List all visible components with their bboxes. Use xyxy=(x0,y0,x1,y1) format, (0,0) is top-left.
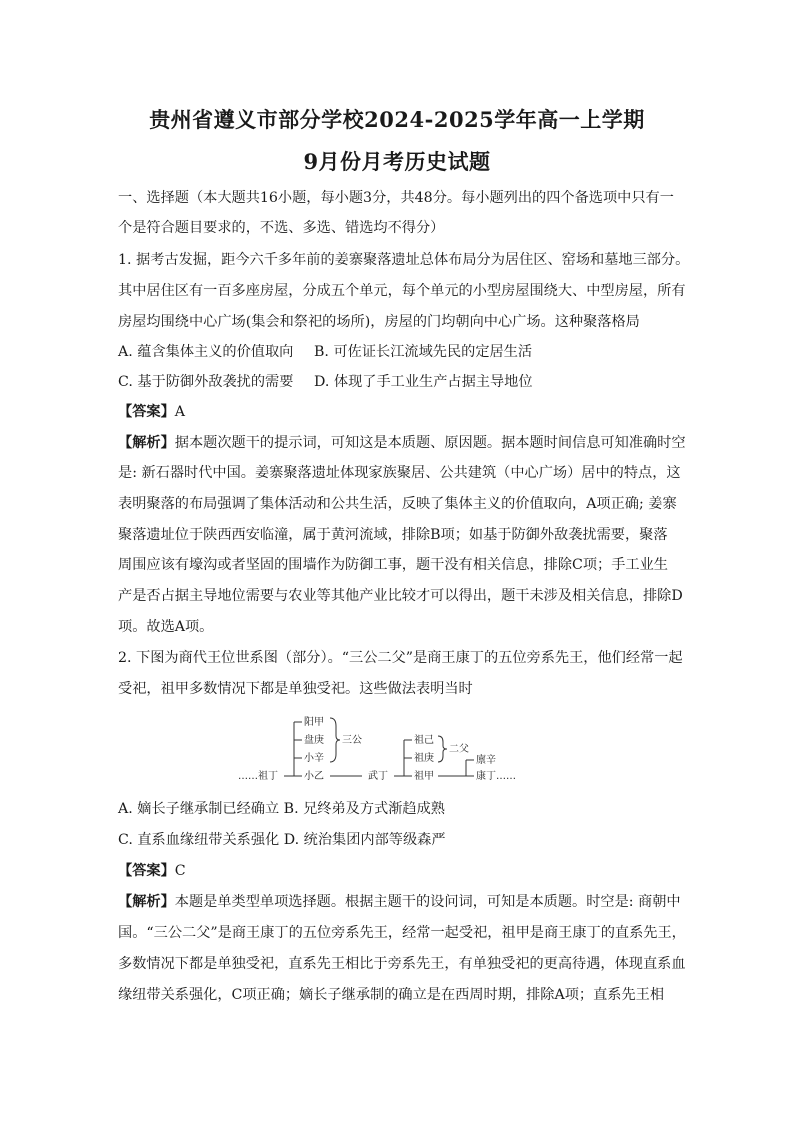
node-xiao-xin: 小辛 xyxy=(304,753,324,764)
q2-option-b: B. 兄终弟及方式渐趋成熟 xyxy=(283,801,445,817)
label-san-gong: 三公 xyxy=(342,735,362,746)
node-kang-ding: 康丁…… xyxy=(476,771,516,782)
node-zu-geng: 祖庚 xyxy=(414,753,434,764)
q2-option-a: A. 嫡长子继承制已经确立 xyxy=(118,801,280,817)
q1-option-d: D. 体现了手工业生产占据主导地位 xyxy=(314,374,533,390)
q2-option-d: D. 统治集团内部等级森严 xyxy=(283,832,446,848)
q1-option-a: A. 蕴含集体主义的价值取向 xyxy=(118,344,294,360)
q2-stem-line-1: 2. 下图为商代王位世系图（部分）。“三公二父”是商王康丁的五位旁系先王，他们经常一起 xyxy=(118,650,683,666)
answer-tag: 【答案】 xyxy=(118,404,175,420)
answer-value: C xyxy=(174,863,186,879)
genealogy-diagram xyxy=(238,712,558,784)
q1-option-b: B. 可佐证长江流域先民的定居生活 xyxy=(314,344,533,360)
q2-answer xyxy=(118,861,688,881)
q1-analysis-line-2: 是: 新石器时代中国。姜寨聚落遗址体现家族聚居、公共建筑（中心广场）居中的特点，这 xyxy=(118,465,681,481)
q1-answer xyxy=(118,402,688,422)
page-title-line-2: 9月份月考历史试题 xyxy=(303,149,491,174)
label-er-fu: 二父 xyxy=(449,744,469,755)
node-zu-jia: 祖甲 xyxy=(414,771,434,782)
node-pan-geng: 盘庚 xyxy=(304,735,324,746)
analysis-tag: 【解析】 xyxy=(118,435,175,451)
node-zu-ji: 祖己 xyxy=(414,735,434,746)
q1-analysis-line-3: 表明聚落的布局强调了集体活动和公共生活，反映了集体主义的价值取向，A项正确; 姜寨 xyxy=(118,496,677,512)
q1-analysis-line-4: 聚落遗址位于陕西西安临潼，属于黄河流域，排除B项；如基于防御外敌袭扰需要，聚落 xyxy=(118,527,668,543)
q2-analysis-line-3: 多数情况下都是单独受祀，直系先王相比于旁系先王，有单独受祀的更高待遇，体现直系血 xyxy=(118,956,686,972)
node-wu-ding: 武丁 xyxy=(368,771,388,782)
analysis-text: 据本题次题干的提示词，可知这是本质题、原因题。据本题时间信息可知准确时空 xyxy=(174,435,686,451)
q2-options-row-2 xyxy=(118,830,688,850)
node-xiao-yi: 小乙 xyxy=(304,771,324,782)
q1-stem-line-2: 其中居住区有一百多座房屋，分成五个单元，每个单元的小型房屋围绕大、中型房屋，所有 xyxy=(118,283,686,299)
brace-san-gong xyxy=(330,718,340,762)
section-instruction-line-1: 一、选择题（本大题共16小题，每小题3分，共48分。每小题列出的四个备选项中只有一 xyxy=(118,190,674,206)
brace-er-fu xyxy=(438,736,447,762)
q1-analysis-line-5: 周围应该有壕沟或者坚固的围墙作为防御工事，题干没有相关信息，排除C项；手工业生 xyxy=(118,557,668,573)
page-title-line-1: 贵州省遵义市部分学校2024-2025学年高一上学期 xyxy=(149,107,645,132)
q1-options-row-2 xyxy=(118,372,688,392)
q1-analysis-line-6: 产是否占据主导地位需要与农业等其他产业比较才可以得出，题干未涉及相关信息，排除D xyxy=(118,588,683,604)
q1-option-c: C. 基于防御外敌袭扰的需要 xyxy=(118,374,294,390)
q1-stem-line-1: 1. 据考古发掘，距今六千多年前的姜寨聚落遗址总体布局分为居住区、窑场和墓地三部分。 xyxy=(118,252,690,268)
answer-tag: 【答案】 xyxy=(118,863,175,879)
q1-stem-line-3: 房屋均围绕中心广场(集会和祭祀的场所)，房屋的门均朝向中心广场。这种聚落格局 xyxy=(118,314,640,330)
analysis-tag: 【解析】 xyxy=(118,894,175,910)
q2-analysis-line-2: 国。“三公二父”是商王康丁的五位旁系先王，经常一起受祀，祖甲是商王康丁的直系先王， xyxy=(118,925,686,941)
node-yang-jia: 阳甲 xyxy=(304,717,324,728)
q2-options-row-1 xyxy=(118,799,688,819)
q1-analysis-line-1 xyxy=(118,433,688,453)
section-instruction-line-2: 个是符合题目要求的，不选、多选、错选均不得分） xyxy=(118,220,445,236)
q2-stem-line-2: 受祀，祖甲多数情况下都是单独受祀。这些做法表明当时 xyxy=(118,681,473,697)
q2-analysis-line-1 xyxy=(118,892,688,912)
analysis-text: 本题是单类型单项选择题。根据主题干的设问词，可知是本质题。时空是: 商朝中 xyxy=(174,894,681,910)
q1-options-row-1 xyxy=(118,342,688,362)
answer-value: A xyxy=(174,404,186,420)
node-zu-ding: ……祖丁 xyxy=(238,771,278,782)
node-lin-xin: 廪辛 xyxy=(476,755,496,766)
q2-analysis-line-4: 缘纽带关系强化，C项正确；嫡长子继承制的确立是在西周时期，排除A项；直系先王相 xyxy=(118,987,665,1003)
q1-analysis-line-7: 项。故选A项。 xyxy=(118,619,214,635)
q2-option-c: C. 直系血缘纽带关系强化 xyxy=(118,832,280,848)
